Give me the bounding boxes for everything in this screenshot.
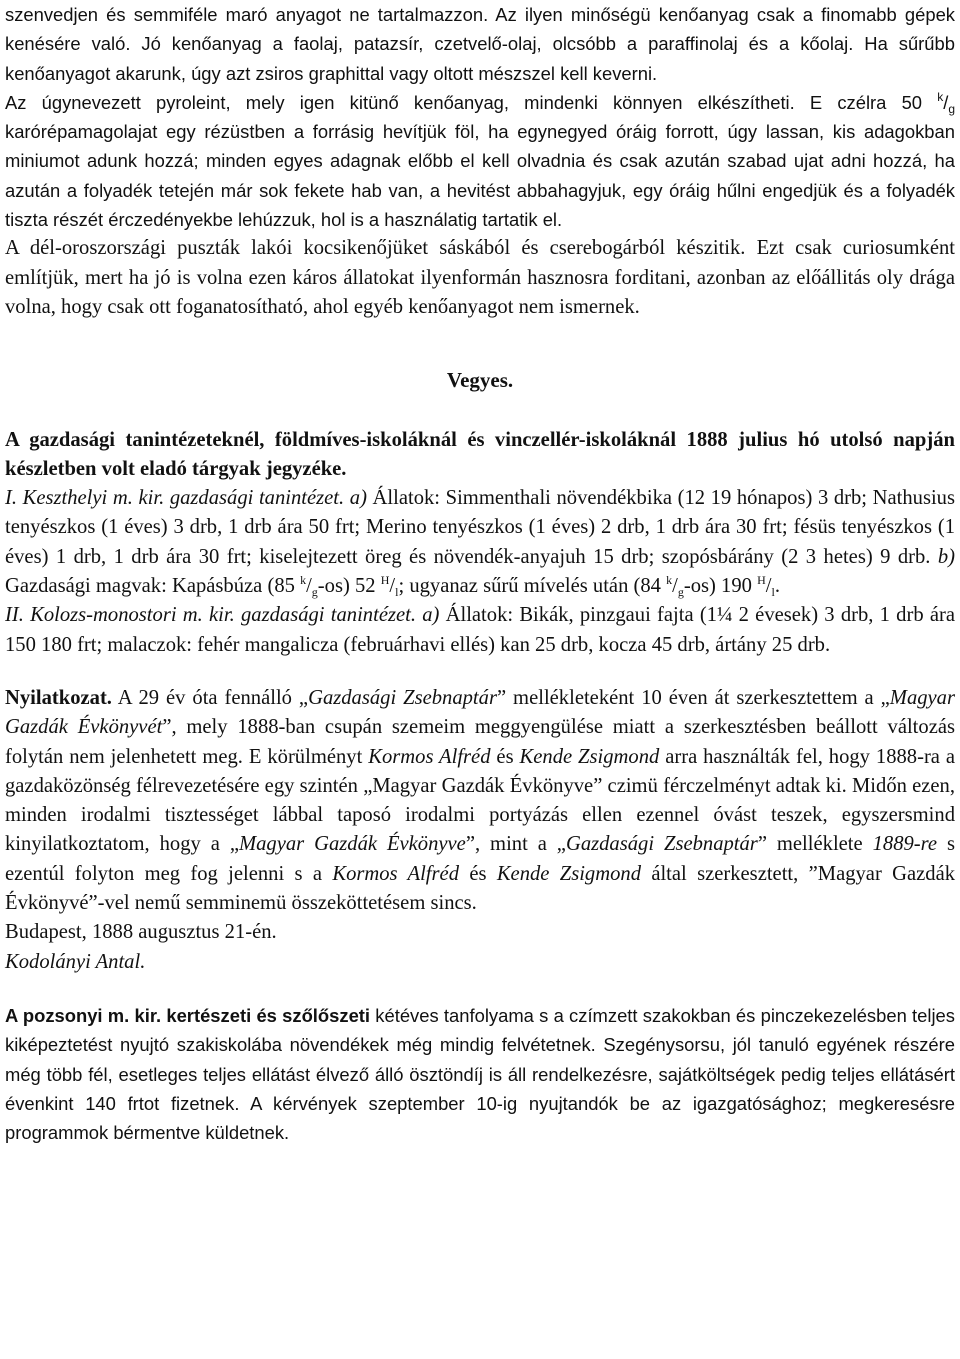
nyil-t9: és	[459, 862, 497, 885]
document-page	[5, 0, 955, 1147]
unit-l: l	[395, 585, 399, 600]
nyil-it5: Magyar Gazdák Évkönyve	[238, 833, 466, 856]
unit-g: g	[948, 101, 955, 116]
pozsony-section	[5, 1001, 955, 1147]
unit-k: k	[300, 573, 307, 588]
unit-k: k	[666, 573, 673, 588]
pyrolein-text-a: Az úgynevezett pyroleint, mely igen kitünő kenőanyag, mindenki könnyen elkészítheti. E czélra 50	[5, 91, 938, 113]
nyil-it9: Kende Zsigmond	[496, 862, 641, 885]
signature: Kodolányi Antal.	[5, 950, 146, 973]
kolozsmonostor-entry	[5, 601, 955, 660]
keszthely-seeds-3: ; ugyanaz sűrű mívelés után (84	[398, 575, 667, 598]
paragraph-locust: A dél-oroszországi puszták lakói kocsikenőjüket sáskából és cserebogárból készitik. Ezt csak curiosumként említjük, mert ha jó is volna ezen káros állatokat ilyenformán hasznosra forditani, azonban az előállitás oly drága volna, hogy csak ott foganatosítható, ahol egyéb kenőanyagot nem ismernek.	[5, 237, 955, 318]
keszthely-b: b)	[937, 545, 955, 568]
unit-g: g	[677, 585, 684, 600]
kolozsmonostor-title: II. Kolozs-monostori m. kir. gazdasági tanintézet. a)	[5, 604, 440, 627]
unit-k: k	[937, 89, 944, 104]
pozsony-title-1: A pozsonyi m. kir.	[5, 1004, 162, 1026]
nyil-t10: által szerkesztett, ”Magyar Gazdák Évkönyvé”-vel nemű semminemü összeköttetésem sincs.	[5, 862, 956, 915]
nyil-t3: ”, mely 1888-ban csupán szemeim meggyengülése miatt a szerkesztésben beállott változás folytán nem jelenhetett meg. E körülményt	[5, 716, 955, 768]
unit-slash: /	[943, 91, 949, 113]
keszthely-seeds-4: -os) 190	[683, 575, 758, 598]
nyil-it3: Kormos Alfréd	[368, 745, 491, 768]
keszthely-seeds: Gazdasági magvak: Kapásbúza (85	[5, 575, 301, 598]
vegyes-heading	[5, 426, 955, 485]
nyil-t8: s ezentúl folyton meg fog jelenni s a	[5, 833, 955, 885]
nyil-t7: ” melléklete	[757, 833, 873, 856]
unit-H: H	[380, 573, 390, 588]
nyil-t6: ”, mint a „	[465, 833, 566, 856]
vegyes-section	[5, 426, 955, 660]
keszthely-entry: I. Keszthelyi m. kir. gazdasági tanintézet. a) Állatok: Simmenthali növendékbika (12 19 hónapos) 3 drb; Nathusius tenyészkos (1 éves) 3 drb, 1 drb ára 50 frt; Merino tenyészkos (1 éves) 2 drb, 1 drb ára 30 frt; fésüs tenyészkos (1 éves) 1 drb, 1 drb ára 30 frt; kiselejtezett öreg és növendék-anyajuh 15 drb; szopósbárány (2 3 hetes) 9 drb. b) Gazdasági magvak: Kapásbúza (85 $^k/_g-os$) 52 $^H/_l$; ugyanaz sűrű mívelés után (84 $^k/_g-os$) 190 $^H/_l$.	[5, 487, 955, 600]
unit-H: H	[757, 573, 766, 588]
locust-section	[5, 234, 955, 322]
nyil-t4: és	[490, 745, 520, 768]
nyil-it4: Kende Zsigmond	[519, 745, 660, 768]
pozsony-text: kétéves tanfolyama s a czímzett szakokban és pinczekezelésben teljes kiképeztetést nyujtó szakiskolába növendékek még mindig felvétetnek. Szegénysorsu, jól tanuló egyének részére még több fél, esetleges teljes ellátást élvező álló ösztöndíj is áll rendelkezésre, sajátköltségek pedig teljes ellátásért évenkint 140 frtot fizetnek. A kérvények szeptember 10-ig nyujtandók be az igazgatósághoz; megkeresésre programmok bérmentve küldetnek.	[5, 1004, 955, 1144]
vegyes-heading-text: A gazdasági tanintézeteknél, földmíves-iskoláknál és vinczellér-iskoláknál 1888 julius hó utolsó napján készletben volt eladó tárgyak jegyzéke.	[5, 428, 955, 480]
nyil-t5: arra használták fel, hogy 1888-ra a gazdaközönség félrevezetésére egy szintén „Magyar Gazdák Évkönyve” czimü férczelményt adtak ki. Midőn ezen, minden irodalmi tisztességet lábbal taposó irodalmi portyázás ellen ezennel óvást teszek, egyszersmind kinyilatkoztatom, hogy a „	[5, 745, 956, 856]
pozsony-title-2: kertészeti és szőlőszeti	[166, 1004, 371, 1026]
nyilatkozat-title: Nyilatkozat.	[5, 686, 112, 709]
nyilatkozat-section	[5, 684, 955, 977]
place-date: Budapest, 1888 augusztus 21-én.	[5, 921, 277, 944]
nyilatkozat-paragraph	[5, 684, 955, 918]
nyil-it8: Kormos Alfréd	[332, 862, 459, 885]
keszthely-seeds-2: -os) 52	[317, 575, 381, 598]
section-title-vegyes: Vegyes.	[446, 368, 514, 393]
unit-l: l	[771, 585, 775, 600]
lubricant-section	[5, 0, 955, 234]
paragraph-pyrolein	[5, 88, 955, 234]
pozsony-paragraph	[5, 1001, 955, 1147]
unit-g: g	[311, 585, 318, 600]
nyil-it7: 1889-re	[872, 833, 938, 856]
kolozsmonostor-text: Állatok: Bikák, pinzgaui fajta (1¼ 2 évesek) 3 drb, 1 drb ára 150 180 frt; malaczok: fehér mangalicza (februárhavi ellés) kan 25 drb, kocza 45 drb, ártány 25 drb.	[5, 604, 955, 656]
pyrolein-text-b: karórépamagolajat egy rézüstben a forrásig hevítjük föl, ha egynegyed óráig forrott, úgy lassan, kis adagokban miniumot adunk hozzá; minden egyes adagnak előbb el kell olvadnia és csak azután szabad ujat adni hozzá, ha azután a folyadék tetején már sok fekete hab van, a hevitést abbahagyjuk, egy óráig hűlni engedjük és a folyadék tiszta részét érczedényekbe lehúzzuk, hol is a használatig tartatik el.	[5, 121, 955, 231]
keszthely-title: I. Keszthelyi m. kir. gazdasági tanintézet. a)	[5, 487, 367, 510]
nyil-t1: A 29 év óta fennálló „	[111, 686, 309, 709]
nyil-it6: Gazdasági Zsebnaptár	[565, 833, 758, 856]
nyil-it2: Magyar Gazdák Évkönyvét	[5, 686, 955, 739]
nyil-t2: ” mellékleteként 10 éven át szerkesztettem a „	[496, 686, 890, 709]
keszthely-animals: Állatok: Simmenthali növendékbika (12 19 hónapos) 3 drb; Nathusius tenyészkos (1 éves) 3 drb, 1 drb ára 50 frt; Merino tenyészkos (1 éves) 2 drb, 1 drb ára 30 frt; fésüs tenyészkos (1 éves) 1 drb, 1 drb ára 30 frt; kiselejtezett öreg és növendék-anyajuh 15 drb; szopósbárány (2 3 hetes) 9 drb.	[5, 487, 955, 568]
keszthely-end: .	[774, 575, 780, 598]
paragraph-lubricants: szenvedjen és semmiféle maró anyagot ne tartalmazzon. Az ilyen minőségü kenőanyag csak a finomabb gépek kenésére való. Jó kenőanyag a faolaj, patazsír, czetvelő-olaj, olcsóbb a paraffinolaj és a kőolaj. Ha sűrűbb kenőanyagot akarunk, úgy azt zsiros graphittal vagy oltott mészszel kell keverni.	[5, 4, 955, 84]
nyil-it1: Gazdasági Zsebnaptár	[308, 686, 497, 709]
